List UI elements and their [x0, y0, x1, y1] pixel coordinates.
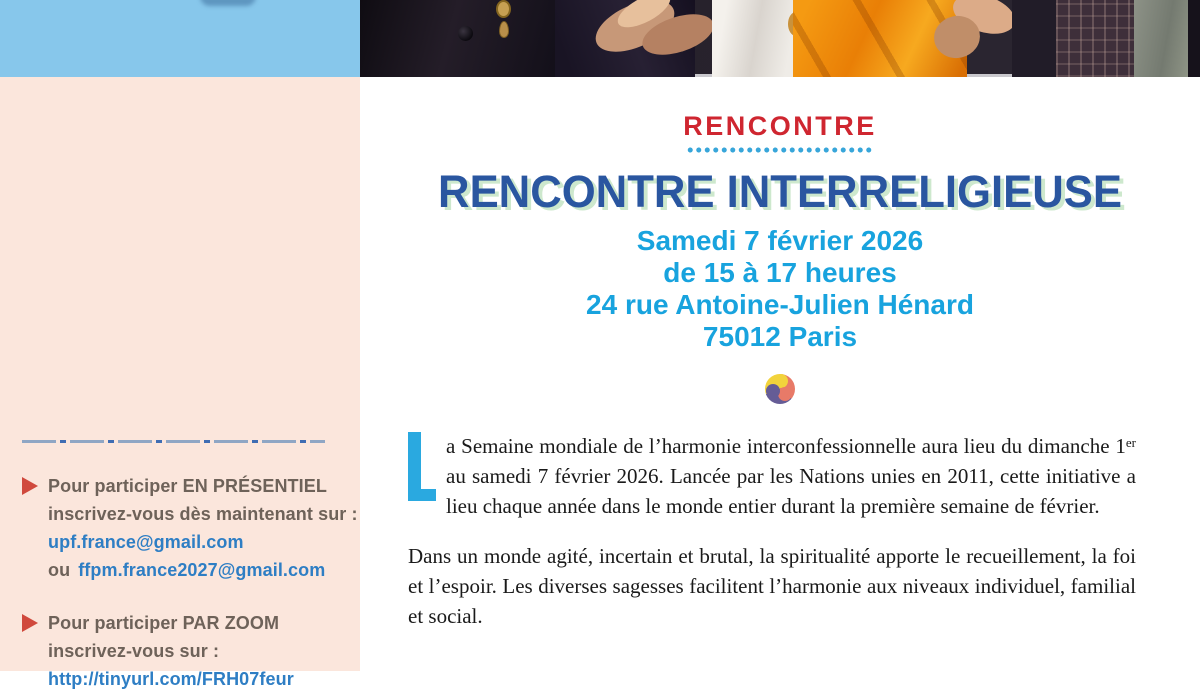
event-city: 75012 Paris [702, 321, 858, 352]
zoom-line2: inscrivez-vous sur : [48, 641, 220, 661]
page-title: RENCONTRE INTERRELIGIEUSE [438, 166, 1122, 217]
zoom-link-line [48, 665, 294, 693]
email-upf-link[interactable]: upf.france@gmail.com [48, 532, 244, 552]
photo-medallion-drop [499, 21, 509, 38]
photo-coat-button [458, 26, 473, 41]
kicker-heading: RENCONTRE [683, 111, 877, 141]
event-details [360, 225, 1200, 353]
presentiel-line1: Pour participer EN PRÉSENTIEL [48, 476, 327, 496]
email-ffpm-link[interactable]: ffpm.france2027@gmail.com [78, 560, 326, 580]
presentiel-email1-line [48, 528, 358, 556]
paragraph-1-text: a Semaine mondiale de l’harmonie interconfessionnelle aura lieu du dimanche 1 [446, 433, 1126, 458]
or-label: ou [48, 560, 71, 580]
paragraph-2: Dans un monde agité, incertain et brutal, la spiritualité apporte le recueillement, la foi et l’espoir. Les diverses sagesses facilitent l’harmonie aux niveaux individuel, familial et social. [408, 543, 1136, 628]
presentiel-line2: inscrivez-vous dès maintenant sur : [48, 504, 358, 524]
dotted-divider [686, 147, 874, 153]
cropped-logo-fragment [200, 0, 256, 6]
ordinal-superscript: er [1125, 435, 1136, 450]
sidebar [0, 77, 360, 689]
photo-medallion [496, 0, 511, 18]
registration-presentiel-item [22, 472, 358, 584]
triangle-bullet-icon [22, 614, 38, 632]
photo-plaid-coat [1056, 0, 1138, 77]
event-time: de 15 à 17 heures [663, 257, 897, 288]
paragraph-1-text-cont: au samedi 7 février 2026. Lancée par les Nations unies en 2011, cette initiative a lieu chaque année dans le monde entier durant la première semaine de février. [446, 463, 1136, 518]
taegeuk-red-swirl [778, 387, 792, 401]
photo-right-dark-edge [1188, 0, 1200, 77]
registration-presentiel-text [48, 472, 358, 584]
sam-taegeuk-icon [765, 374, 795, 404]
taegeuk-purple-swirl [766, 384, 780, 398]
dashed-divider [22, 440, 325, 443]
interfaith-photo [360, 0, 1200, 77]
tinyurl-link[interactable]: http://tinyurl.com/FRH07feur [48, 669, 294, 689]
photo-dark-gap [1012, 0, 1060, 77]
paragraph-1 [408, 428, 1136, 521]
triangle-bullet-icon [22, 477, 38, 495]
registration-zoom-text [48, 609, 294, 693]
presentiel-email2-line [48, 556, 358, 584]
event-address: 24 rue Antoine-Julien Hénard [586, 289, 974, 320]
main-content [360, 77, 1200, 671]
photo-white-robe [712, 0, 800, 77]
blue-corner-block [0, 0, 360, 77]
registration-zoom-item [22, 609, 294, 693]
drop-cap-L [408, 432, 436, 501]
zoom-line1: Pour participer PAR ZOOM [48, 613, 280, 633]
event-date: Samedi 7 février 2026 [636, 225, 924, 256]
